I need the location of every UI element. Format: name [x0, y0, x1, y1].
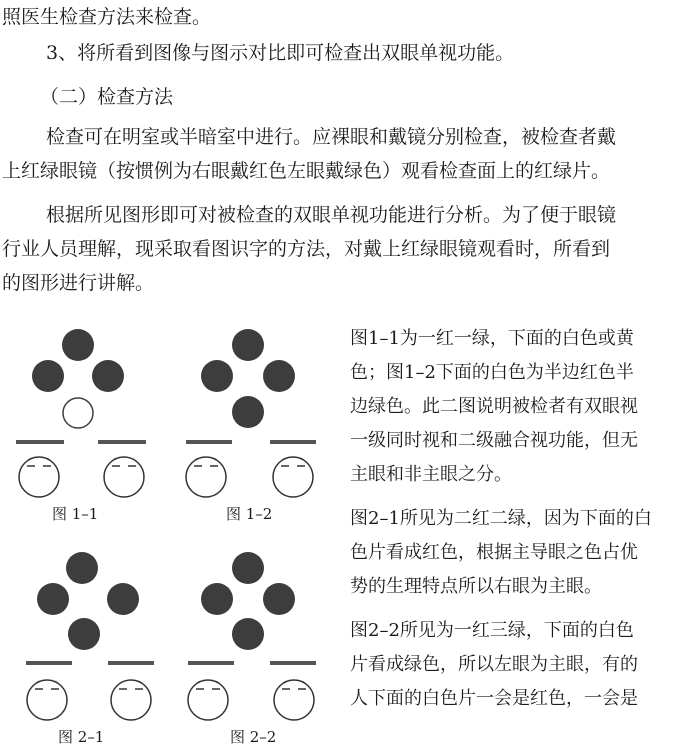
side-text-line: 图2–1所见为二红二绿，因为下面的白	[350, 508, 652, 529]
disc-right	[263, 583, 295, 615]
glasses-bar-left	[188, 661, 234, 665]
disc-bottom	[232, 618, 264, 650]
eye-left-icon	[19, 457, 59, 497]
glasses-bar-right	[98, 440, 146, 444]
disc-right	[263, 360, 295, 392]
paragraph-line: 的图形进行讲解。	[2, 272, 155, 294]
figure-2-1	[12, 548, 172, 728]
disc-bottom-white	[63, 398, 93, 428]
disc-left	[201, 583, 233, 615]
figure-1-1	[10, 320, 170, 500]
eye-right-icon	[111, 680, 151, 720]
glasses-bar-left	[16, 440, 64, 444]
figure-caption-2-1: 图 2–1	[58, 728, 105, 746]
disc-top	[62, 329, 94, 361]
disc-right	[92, 360, 124, 392]
side-text-line: 图1–1为一红一绿，下面的白色或黄	[350, 328, 634, 349]
paragraph-line: 照医生检查方法来检查。	[2, 6, 212, 28]
figure-caption-1-2: 图 1–2	[226, 505, 273, 523]
disc-left	[37, 583, 69, 615]
eye-right-icon	[274, 680, 314, 720]
side-text-line: 色片看成红色，根据主导眼之色占优	[350, 542, 638, 563]
glasses-bar-right	[108, 661, 154, 665]
glasses-bar-left	[26, 661, 72, 665]
eye-left-icon	[27, 680, 67, 720]
figure-caption-2-2: 图 2–2	[230, 728, 277, 746]
side-text-line: 片看成绿色，所以左眼为主眼，有的	[350, 654, 638, 675]
disc-top	[232, 552, 264, 584]
eye-left-icon	[186, 457, 226, 497]
eye-right-icon	[104, 457, 144, 497]
side-text-line: 色；图1–2下面的白色为半边红色半	[350, 362, 634, 383]
side-text-line: 势的生理特点所以右眼为主眼。	[350, 576, 602, 597]
figure-caption-1-1: 图 1–1	[52, 505, 99, 523]
paragraph-line: 检查可在明室或半暗室中进行。应裸眼和戴镜分别检查，被检查者戴	[46, 126, 617, 148]
paragraph-line: 行业人员理解，现采取看图识字的方法，对戴上红绿眼镜观看时，所看到	[2, 238, 611, 260]
paragraph-line: 根据所见图形即可对被检查的双眼单视功能进行分析。为了便于眼镜	[46, 204, 617, 226]
paragraph-line: 3、将所看到图像与图示对比即可检查出双眼单视功能。	[46, 42, 515, 64]
disc-left	[32, 360, 64, 392]
disc-right	[107, 583, 139, 615]
disc-top	[66, 552, 98, 584]
glasses-bar-right	[270, 440, 316, 444]
side-text-line: 主眼和非主眼之分。	[350, 464, 512, 485]
side-text-line: 一级同时视和二级融合视功能，但无	[350, 430, 638, 451]
glasses-bar-right	[270, 661, 316, 665]
figure-2-2	[178, 548, 338, 728]
section-heading: （二）检查方法	[40, 86, 174, 108]
side-text-line: 边绿色。此二图说明被检者有双眼视	[350, 396, 638, 417]
eye-left-icon	[188, 680, 228, 720]
side-text-line: 人下面的白色片一会是红色，一会是	[350, 688, 638, 709]
disc-left	[201, 360, 233, 392]
figure-1-2	[178, 320, 338, 500]
disc-bottom	[232, 396, 264, 428]
disc-top	[232, 329, 264, 361]
disc-bottom	[68, 618, 100, 650]
eye-right-icon	[273, 457, 313, 497]
side-text-line: 图2–2所见为一红三绿，下面的白色	[350, 620, 634, 641]
glasses-bar-left	[186, 440, 232, 444]
paragraph-line: 上红绿眼镜（按惯例为右眼戴红色左眼戴绿色）观看检查面上的红绿片。	[2, 160, 611, 182]
